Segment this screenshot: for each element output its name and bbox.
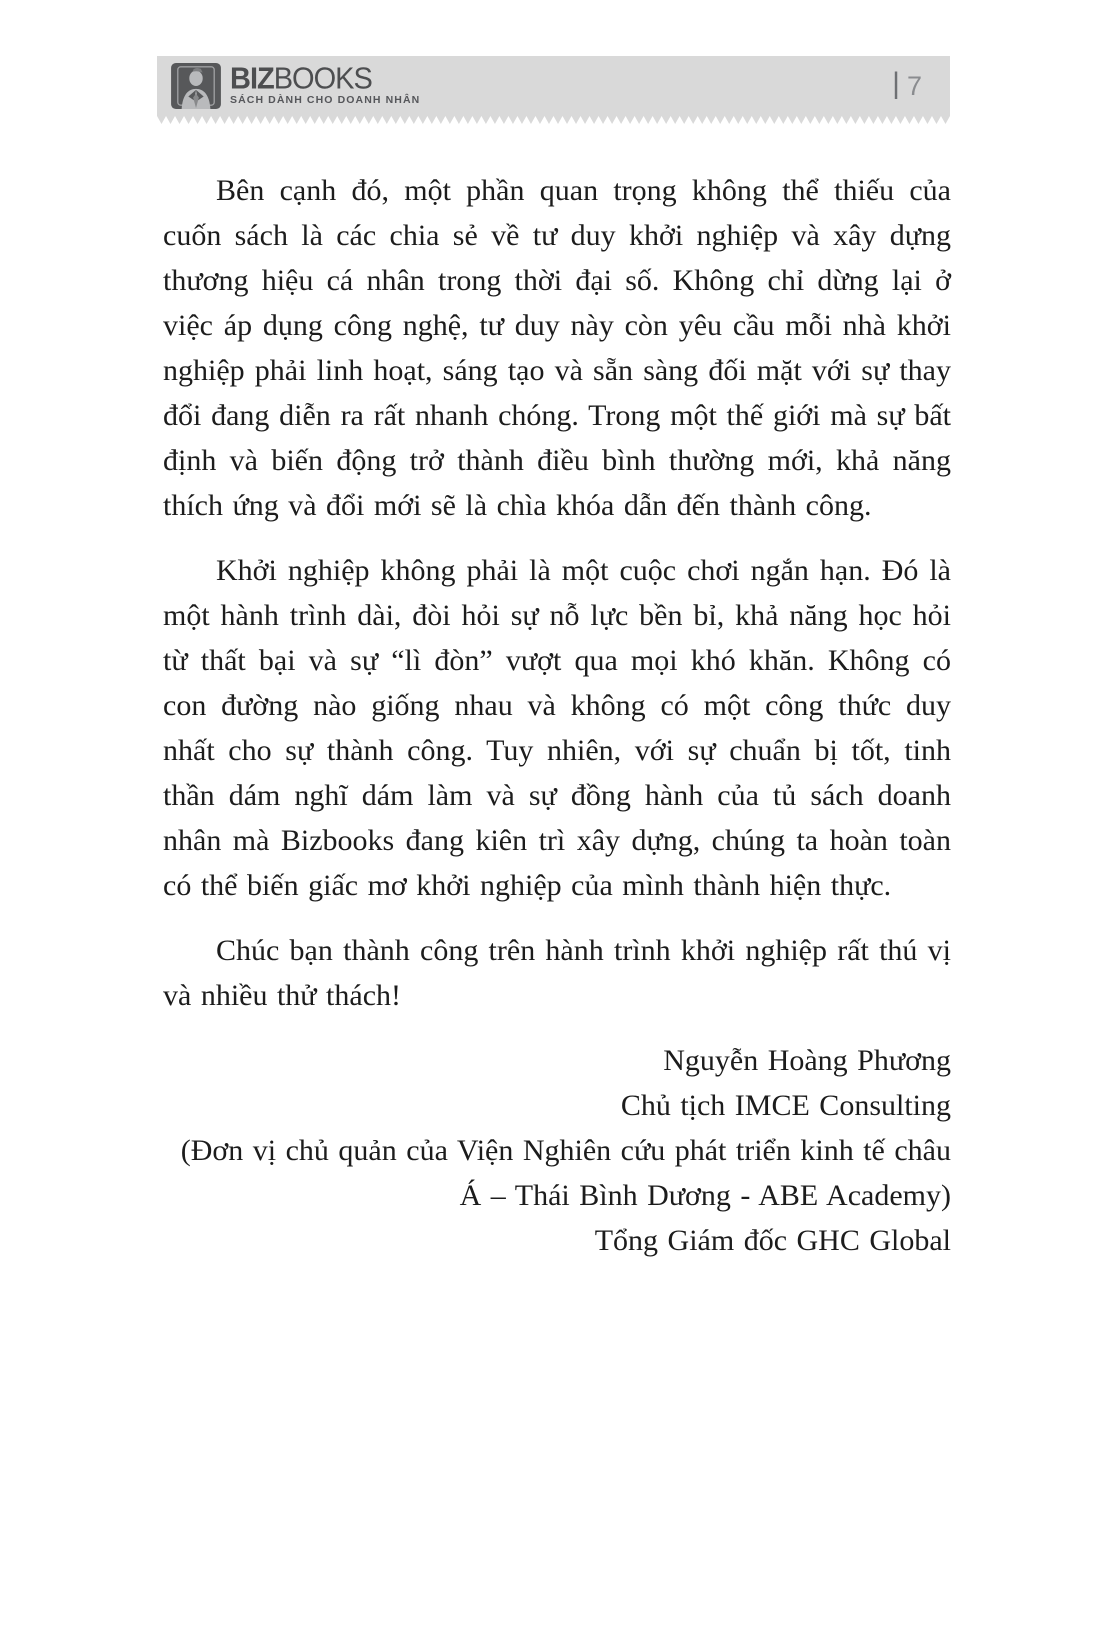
header-perforated-edge [157,116,950,124]
page-number-separator: | [892,67,900,100]
signature-name: Nguyễn Hoàng Phương [663,1044,951,1077]
paragraph-wish: Chúc bạn thành công trên hành trình khởi nghiệp rất thú vị và nhiều thử thách! [163,934,951,1012]
brand-tagline: SÁCH DÀNH CHO DOANH NHÂN [230,94,421,106]
page-number [892,67,922,101]
publisher-brand [171,63,420,109]
brand-name [230,62,420,96]
brand-books: BOOKS [273,62,372,96]
page-number-value: 7 [906,70,922,101]
paragraph-intro-digital: Bên cạnh đó, một phần quan trọng không thể thiếu của cuốn sách là các chia sẻ về tư duy khởi nghiệp và xây dựng thương hiệu cá nhân trong thời đại số. Không chỉ dừng lại ở việc áp dụng công nghệ, tư duy này còn yêu cầu mỗi nhà khởi nghiệp phải linh hoạt, sáng tạo và sẵn sàng đối mặt với sự thay đổi đang diễn ra rất nhanh chóng. Trong một thế giới mà sự bất định và biến động trở thành điều bình thường mới, khả năng thích ứng và đổi mới sẽ là chìa khóa dẫn đến thành công. [163,174,951,522]
brand-biz: BIZ [230,62,274,96]
signature-title: Chủ tịch IMCE Consulting [620,1089,951,1122]
signature-block [163,1038,951,1263]
signature-organization: (Đơn vị chủ quản của Viện Nghiên cứu phát triển kinh tế châu Á – Thái Bình Dương - ABE Academy) [180,1134,951,1212]
header-bar [157,56,950,116]
page-content [163,168,951,1263]
bizbooks-logo-icon [171,63,221,109]
signature-role: Tổng Giám đốc GHC Global [594,1224,951,1257]
paragraph-journey: Khởi nghiệp không phải là một cuộc chơi ngắn hạn. Đó là một hành trình dài, đòi hỏi sự nỗ lực bền bỉ, khả năng học hỏi từ thất bại và sự “lì đòn” vượt qua mọi khó khăn. Không có con đường nào giống nhau và không có một công thức duy nhất cho sự thành công. Tuy nhiên, với sự chuẩn bị tốt, tinh thần dám nghĩ dám làm và sự đồng hành của tủ sách doanh nhân mà Bizbooks đang kiên trì xây dựng, chúng ta hoàn toàn có thể biến giấc mơ khởi nghiệp của mình thành hiện thực. [163,554,951,902]
brand-text [230,62,421,106]
